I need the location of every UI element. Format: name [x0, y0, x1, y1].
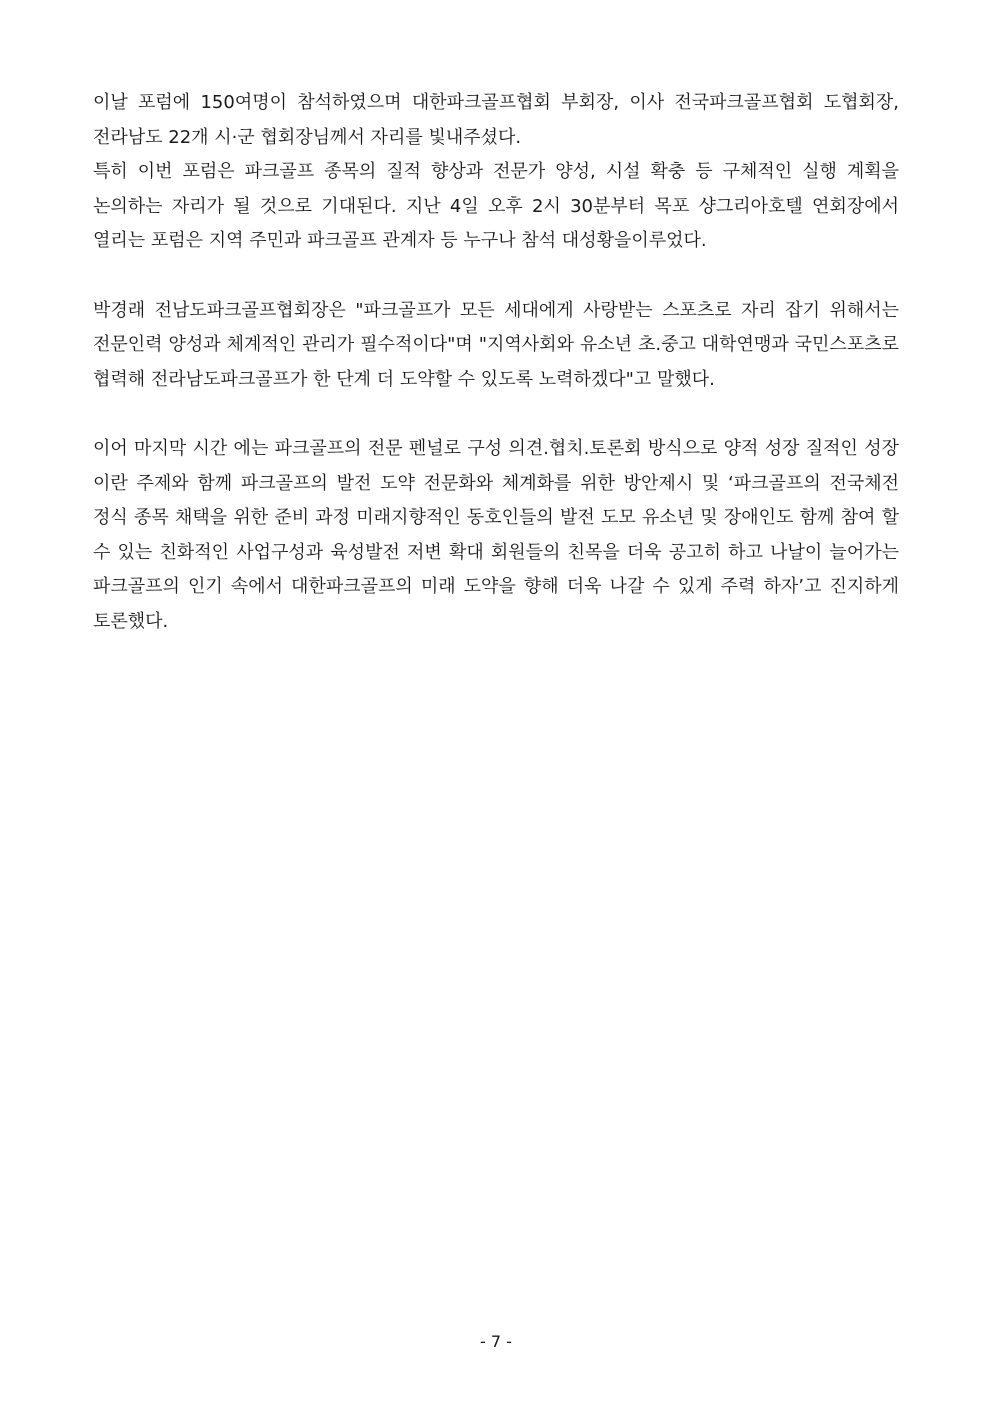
page-number: - 7 -	[480, 1332, 512, 1351]
paragraph-spacer	[93, 259, 899, 294]
paragraph-panel-discussion: 이어 마지막 시간 에는 파크골프의 전문 펜널로 구성 의견.협치.토론회 방식으로 양적 성장 질적인 성장 이란 주제와 함께 파크골프의 발전 도약 전문화와 체계화를 위한 방안제시 및 ‘파크골프의 전국체전 정식 종목 채택을 위한 준비 과정 미래지향적인 동호인들의 발전 도모 유소년 및 장애인도 함께 참여 할 수 있는 친화적인 사업구성과 육성발전 저변 확대 회원들의 친목을 더욱 공고히 하고 나날이 늘어가는 파크골프의 인기 속에서 대한파크골프의 미래 도약을 향해 더욱 나갈 수 있게 주력 하자’고 진지하게 토론했다.	[93, 437, 899, 632]
paragraph-spacer	[93, 397, 899, 432]
paragraph-attendance: 이날 포럼에 150여명이 참석하였으며 대한파크골프협회 부회장, 이사 전국파크골프협회 도협회장, 전라남도 22개 시·군 협회장님께서 자리를 빛내주셨다.	[93, 92, 899, 148]
document-body	[93, 86, 899, 640]
paragraph-president-quote: 박경래 전남도파크골프협회장은 "파크골프가 모든 세대에게 사랑받는 스포츠로 자리 잡기 위해서는 전문인력 양성과 체계적인 관리가 필수적이다"며 "지역사회와 유소년 초.중고 대학연맹과 국민스포츠로 협력해 전라남도파크골프가 한 단계 더 도약할 수 있도록 노력하겠다"고 말했다.	[93, 299, 899, 390]
paragraph-forum-plan: 특히 이번 포럼은 파크골프 종목의 질적 향상과 전문가 양성, 시설 확충 등 구체적인 실행 계획을 논의하는 자리가 될 것으로 기대된다. 지난 4일 오후 2시 30분부터 목포 샹그리아호텔 연회장에서 열리는 포럼은 지역 주민과 파크골프 관계자 등 누구나 참석 대성황을이루었다.	[93, 161, 899, 252]
